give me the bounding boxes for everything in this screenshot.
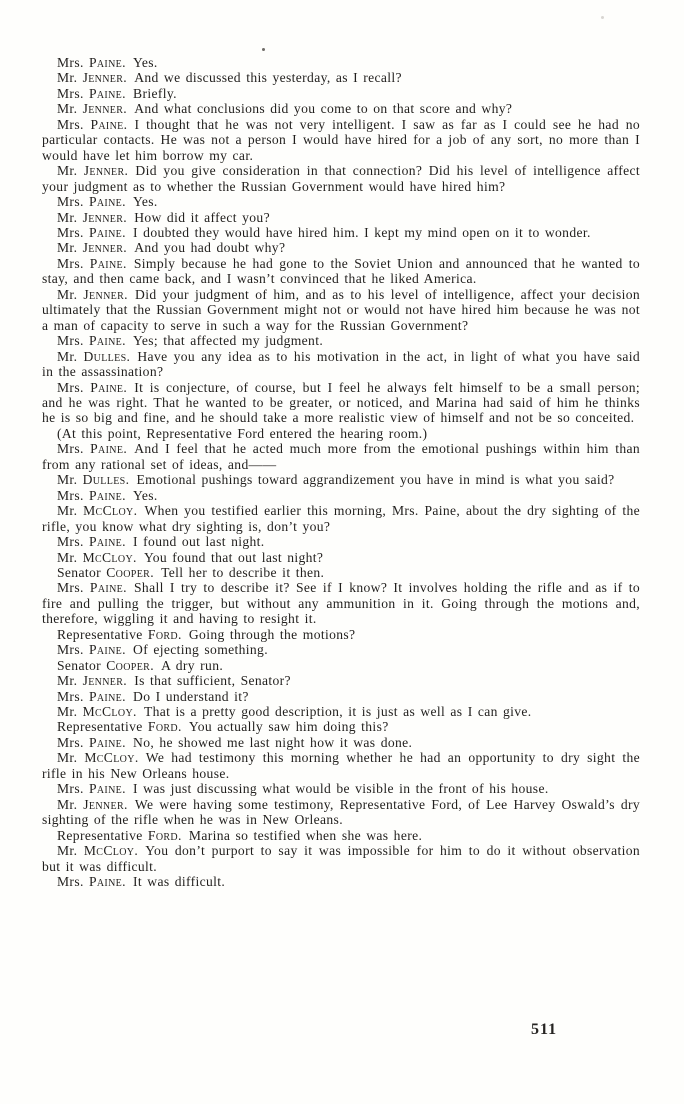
speaker-surname: Paine: [89, 255, 123, 271]
speaker-name: Mrs. Paine: [57, 55, 123, 70]
dialogue-paragraph: Mrs. Paine. It was difficult.: [57, 874, 226, 890]
speaker-name: Mrs. Paine: [57, 580, 124, 596]
dialogue-paragraph: Mr. Jenner. Did you give consideration in that connection? Did his level of intelligence affect your judgment as to whether the Russian Government would have hired him?: [42, 163, 640, 194]
dialogue-paragraph: Mr. McCloy. You found that out last night?: [57, 549, 324, 565]
scan-speck: [601, 16, 604, 19]
speaker-surname: Paine: [88, 487, 123, 503]
speaker-surname: McCloy: [83, 843, 135, 859]
speaker-surname: McCloy: [82, 549, 134, 565]
dialogue-paragraph: Mrs. Paine. No, he showed me last night how it was done.: [57, 734, 413, 750]
speaker-name: Mrs. Paine: [57, 874, 123, 890]
speaker-surname: Paine: [90, 116, 124, 132]
dialogue-paragraph: Mr. Jenner. And you had doubt why?: [57, 240, 286, 256]
speaker-name: Mrs. Paine: [57, 379, 124, 395]
speaker-surname: Ford: [147, 626, 178, 642]
speaker-surname: Paine: [88, 194, 123, 210]
speaker-surname: McCloy: [83, 503, 134, 519]
scan-speck: [262, 48, 265, 51]
dialogue-paragraph: Mr. Jenner. And we discussed this yesterday, as I recall?: [57, 70, 402, 86]
dialogue-paragraph: Mrs. Paine. I found out last night.: [57, 534, 265, 550]
speaker-name: Mr. Jenner: [57, 796, 124, 812]
speaker-name: Mrs. Paine: [57, 441, 124, 457]
speaker-surname: Paine: [90, 441, 124, 457]
speaker-name: Mr. Jenner: [57, 240, 124, 256]
speaker-name: Mrs. Paine: [57, 642, 123, 658]
speaker-name: Mr. McCloy: [57, 843, 135, 859]
speaker-name: Mrs. Paine: [57, 734, 123, 750]
speaker-surname: Jenner: [82, 673, 124, 689]
dialogue-paragraph: Mrs. Paine. Yes.: [57, 55, 158, 70]
speaker-surname: Jenner: [83, 286, 125, 302]
speaker-name: Mr. Dulles: [57, 472, 126, 488]
speaker-surname: Paine: [89, 580, 124, 596]
speaker-surname: Paine: [88, 85, 123, 101]
speaker-surname: Paine: [88, 642, 123, 658]
speaker-name: Senator Cooper: [57, 564, 151, 580]
dialogue-paragraph: Mrs. Paine. Shall I try to describe it? See if I know? It involves holding the rifle and as if to fire and pulling the trigger, but without any ammunition in it. Going through the motions and, therefore, wiggling it and having to resight it.: [42, 580, 640, 627]
speaker-surname: Jenner: [82, 240, 124, 256]
dialogue-paragraph: Senator Cooper. Tell her to describe it then.: [57, 564, 325, 580]
speaker-surname: Jenner: [82, 70, 124, 86]
dialogue-paragraph: Mrs. Paine. Briefly.: [57, 85, 177, 101]
speaker-name: Mrs. Paine: [57, 116, 124, 132]
dialogue-paragraph: Mrs. Paine. Yes.: [57, 487, 158, 503]
dialogue-paragraph: Senator Cooper. A dry run.: [57, 657, 224, 673]
speaker-name: Mr. McCloy: [57, 704, 134, 720]
speaker-name: Mrs. Paine: [57, 224, 123, 240]
speaker-surname: Jenner: [83, 796, 124, 812]
speaker-surname: Paine: [90, 379, 124, 395]
dialogue-paragraph: Mr. McCloy. That is a pretty good description, it is just as well as I can give.: [57, 704, 532, 720]
speaker-surname: Paine: [88, 734, 123, 750]
dialogue-paragraph: Mr. Jenner. How did it affect you?: [57, 209, 270, 225]
dialogue-paragraph: Mr. McCloy. We had testimony this morning whether he had an opportunity to dry sight the rifle in his New Orleans house.: [42, 750, 640, 781]
dialogue-paragraph: Mrs. Paine. Yes; that affected my judgment.: [57, 333, 324, 349]
dialogue-paragraph: Mrs. Paine. Yes.: [57, 194, 158, 210]
dialogue-paragraph: Representative Ford. Marina so testified when she was here.: [57, 827, 423, 843]
speaker-name: Mrs. Paine: [57, 781, 123, 797]
speaker-name: Mrs. Paine: [57, 194, 123, 210]
speaker-name: Mr. Jenner: [57, 163, 125, 179]
speaker-surname: McCloy: [84, 750, 135, 766]
page-number: 511: [531, 1021, 558, 1038]
dialogue-paragraph: Mrs. Paine. Of ejecting something.: [57, 642, 268, 658]
dialogue-paragraph: Representative Ford. Going through the motions?: [57, 626, 356, 642]
speaker-name: Mr. Jenner: [57, 286, 125, 302]
dialogue-paragraph: Mrs. Paine. I was just discussing what would be visible in the front of his house.: [57, 781, 549, 797]
speaker-surname: Dulles: [82, 472, 126, 488]
speaker-name: Representative Ford: [57, 719, 178, 735]
transcript: [42, 55, 640, 889]
speaker-name: Mr. McCloy: [57, 549, 134, 565]
speaker-surname: Paine: [88, 688, 123, 704]
speaker-surname: Paine: [88, 55, 123, 70]
speaker-name: Mrs. Paine: [57, 255, 123, 271]
speaker-name: Mr. Jenner: [57, 673, 124, 689]
dialogue-paragraph: Mr. Dulles. Emotional pushings toward aggrandizement you have in mind is what you said?: [57, 472, 615, 488]
dialogue-paragraph: Mr. Jenner. And what conclusions did you come to on that score and why?: [57, 101, 513, 117]
speaker-name: Representative Ford: [57, 626, 178, 642]
dialogue-paragraph: Mrs. Paine. I doubted they would have hired him. I kept my mind open on it to wonder.: [57, 224, 591, 240]
speaker-surname: Ford: [147, 827, 178, 843]
speaker-surname: Paine: [88, 781, 123, 797]
speaker-surname: Paine: [88, 333, 123, 349]
speaker-surname: Jenner: [83, 163, 125, 179]
stage-direction: (At this point, Representative Ford entered the hearing room.): [57, 425, 428, 441]
speaker-name: Mrs. Paine: [57, 487, 123, 503]
speaker-surname: Paine: [88, 534, 123, 550]
speaker-surname: Paine: [88, 874, 123, 890]
dialogue-paragraph: Mrs. Paine. It is conjecture, of course, but I feel he always felt himself to be a small person; and he was right. That he wanted to be greater, or noticed, and Marina had said of him he thinks he is so big and fine, and he should take a more realistic view of himself and not be so conceited.: [42, 379, 640, 426]
speaker-name: Mr. Jenner: [57, 209, 124, 225]
speaker-surname: Cooper: [106, 564, 151, 580]
dialogue-paragraph: Mr. McCloy. When you testified earlier this morning, Mrs. Paine, about the dry sighting of the rifle, you know what dry sighting is, don’t you?: [42, 503, 640, 534]
dialogue-paragraph: Mr. Jenner. We were having some testimony, Representative Ford, of Lee Harvey Oswald’s dry sighting of the rifle when he was in New Orleans.: [42, 796, 641, 828]
speaker-name: Mr. Jenner: [57, 101, 124, 117]
speaker-surname: Paine: [88, 224, 123, 240]
speaker-name: Mrs. Paine: [57, 85, 123, 101]
speaker-name: Representative Ford: [57, 827, 178, 843]
speaker-name: Mrs. Paine: [57, 333, 123, 349]
speaker-surname: Jenner: [82, 101, 124, 117]
speaker-name: Senator Cooper: [57, 657, 151, 673]
dialogue-paragraph: Mrs. Paine. Simply because he had gone to the Soviet Union and announced that he wanted to stay, and then came back, and I wasn’t convinced that he liked America.: [42, 255, 640, 287]
speaker-name: Mr. Dulles: [57, 348, 127, 364]
dialogue-paragraph: Representative Ford. You actually saw him doing this?: [57, 719, 389, 735]
dialogue-paragraph: Mrs. Paine. Do I understand it?: [57, 688, 249, 704]
speaker-surname: Dulles: [83, 348, 127, 364]
dialogue-paragraph: Mr. Jenner. Did your judgment of him, and as to his level of intelligence, affect your decision ultimately that the Russian Government might not or would not have hired him because he was not a man of capacity to serve in such a way for the Russian Government?: [42, 286, 641, 333]
speaker-surname: Jenner: [82, 209, 124, 225]
speaker-surname: Cooper: [106, 657, 151, 673]
speaker-name: Mr. McCloy: [57, 503, 134, 519]
dialogue-paragraph: Mr. Jenner. Is that sufficient, Senator?: [57, 673, 291, 689]
speaker-name: Mrs. Paine: [57, 688, 123, 704]
dialogue-paragraph: Mr. Dulles. Have you any idea as to his motivation in the act, in light of what you have said in the assassination?: [42, 348, 641, 380]
dialogue-paragraph: Mrs. Paine. And I feel that he acted much more from the emotional pushings within him than from any rational set of ideas, and——: [42, 441, 640, 472]
speaker-surname: McCloy: [82, 704, 134, 720]
speaker-name: Mrs. Paine: [57, 534, 123, 550]
dialogue-paragraph: Mrs. Paine. I thought that he was not very intelligent. I saw as far as I could see he had no particular contacts. He was not a person I would have hired for a job of any sort, no more than I would have let him borrow my car.: [42, 116, 640, 163]
speaker-surname: Ford: [147, 719, 178, 735]
dialogue-paragraph: Mr. McCloy. You don’t purport to say it was impossible for him to do it without observation but it was difficult.: [42, 843, 640, 874]
speaker-name: Mr. McCloy: [57, 750, 135, 766]
speaker-name: Mr. Jenner: [57, 70, 124, 86]
